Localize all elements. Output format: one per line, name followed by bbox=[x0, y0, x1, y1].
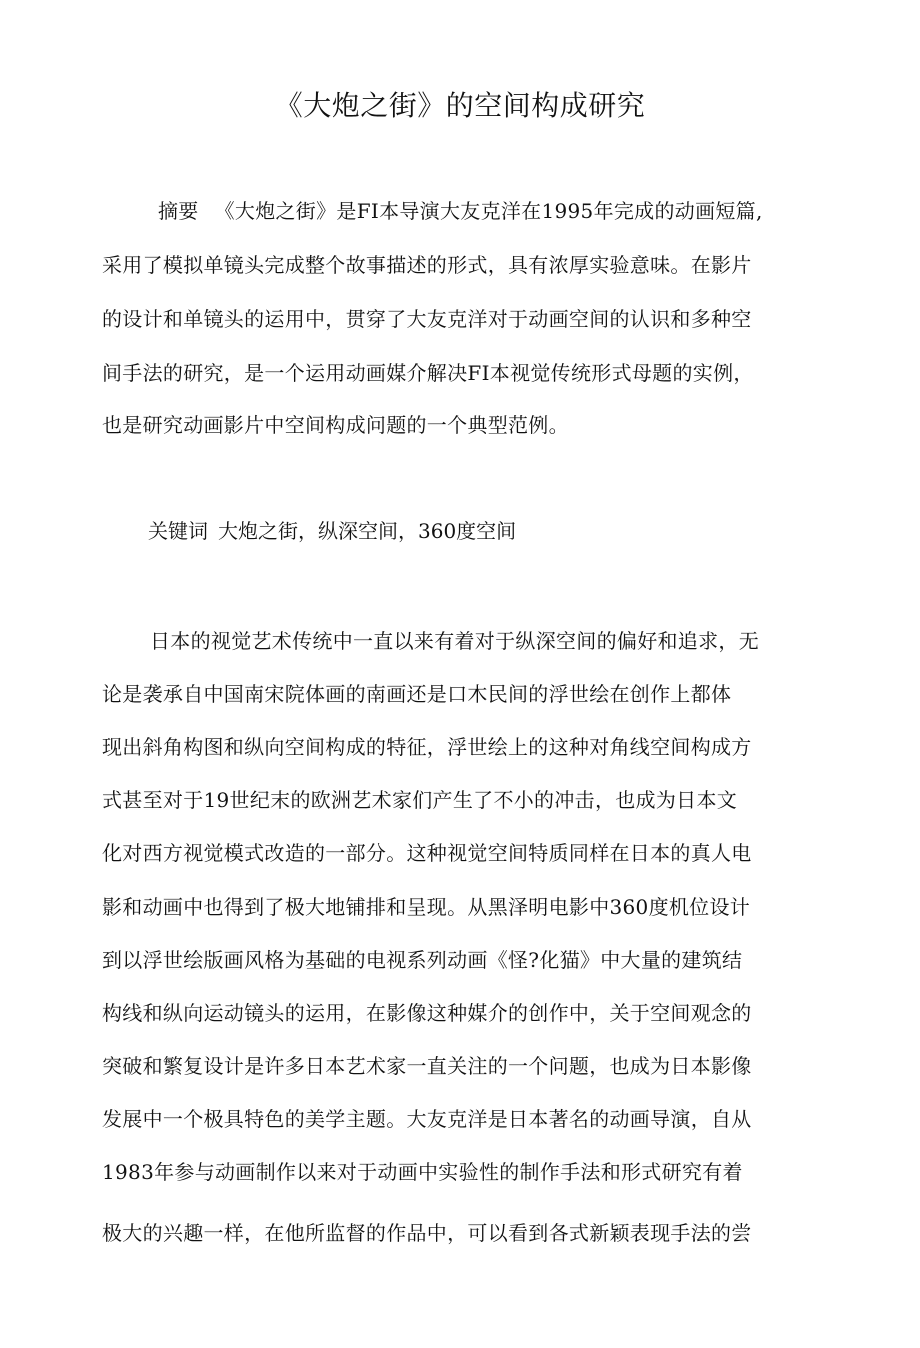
abstract-line-2: 采用了模拟单镜头完成整个故事描述的形式，具有浓厚实验意味。在影片 bbox=[102, 253, 752, 277]
body-line-3: 现出斜角构图和纵向空间构成的特征，浮世绘上的这种对角线空间构成方 bbox=[102, 735, 752, 759]
abstract-line-5: 也是研究动画影片中空间构成问题的一个典型范例。 bbox=[102, 413, 569, 437]
body-line-6: 影和动画中也得到了极大地铺排和呈现。从黑泽明电影中360度机位设计 bbox=[102, 895, 751, 919]
keywords-label: 关键词 bbox=[148, 519, 208, 543]
keywords-line bbox=[148, 516, 516, 546]
document-title: 《大炮之街》的空间构成研究 bbox=[274, 89, 646, 122]
body-line-4: 式甚至对于19世纪末的欧洲艺术家们产生了不小的冲击，也成为日本文 bbox=[102, 788, 738, 812]
body-line-1: 日本的视觉艺术传统中一直以来有着对于纵深空间的偏好和追求，无 bbox=[150, 629, 759, 653]
body-line-2: 论是袭承自中国南宋院体画的南画还是口木民间的浮世绘在创作上都体 bbox=[102, 682, 732, 706]
abstract-text: 《大炮之街》是FI本导演大友克洋在1995年完成的动画短篇, bbox=[214, 199, 763, 223]
abstract-label: 摘要 bbox=[158, 199, 199, 223]
abstract-line-3: 的设计和单镜头的运用中，贯穿了大友克洋对于动画空间的认识和多种空 bbox=[102, 307, 752, 331]
abstract-line-4: 间手法的研究，是一个运用动画媒介解决FI本视觉传统形式母题的实例， bbox=[102, 361, 754, 385]
body-line-9: 突破和繁复设计是许多日本艺术家一直关注的一个问题，也成为日本影像 bbox=[102, 1054, 752, 1078]
body-line-11: 1983年参与动画制作以来对于动画中实验性的制作手法和形式研究有着 bbox=[102, 1160, 743, 1184]
body-line-7: 到以浮世绘版画风格为基础的电视系列动画《怪?化猫》中大量的建筑结 bbox=[102, 948, 743, 972]
body-line-10: 发展中一个极具特色的美学主题。大友克洋是日本著名的动画导演，自从 bbox=[102, 1107, 752, 1131]
body-line-12: 极大的兴趣一样，在他所监督的作品中，可以看到各式新颖表现手法的尝 bbox=[102, 1221, 752, 1245]
body-line-8: 构线和纵向运动镜头的运用，在影像这种媒介的创作中，关于空间观念的 bbox=[102, 1001, 752, 1025]
body-line-5: 化对西方视觉模式改造的一部分。这种视觉空间特质同样在日本的真人电 bbox=[102, 841, 752, 865]
keywords-text: 大炮之街，纵深空间，360度空间 bbox=[218, 519, 517, 543]
abstract-line-1 bbox=[158, 196, 858, 226]
